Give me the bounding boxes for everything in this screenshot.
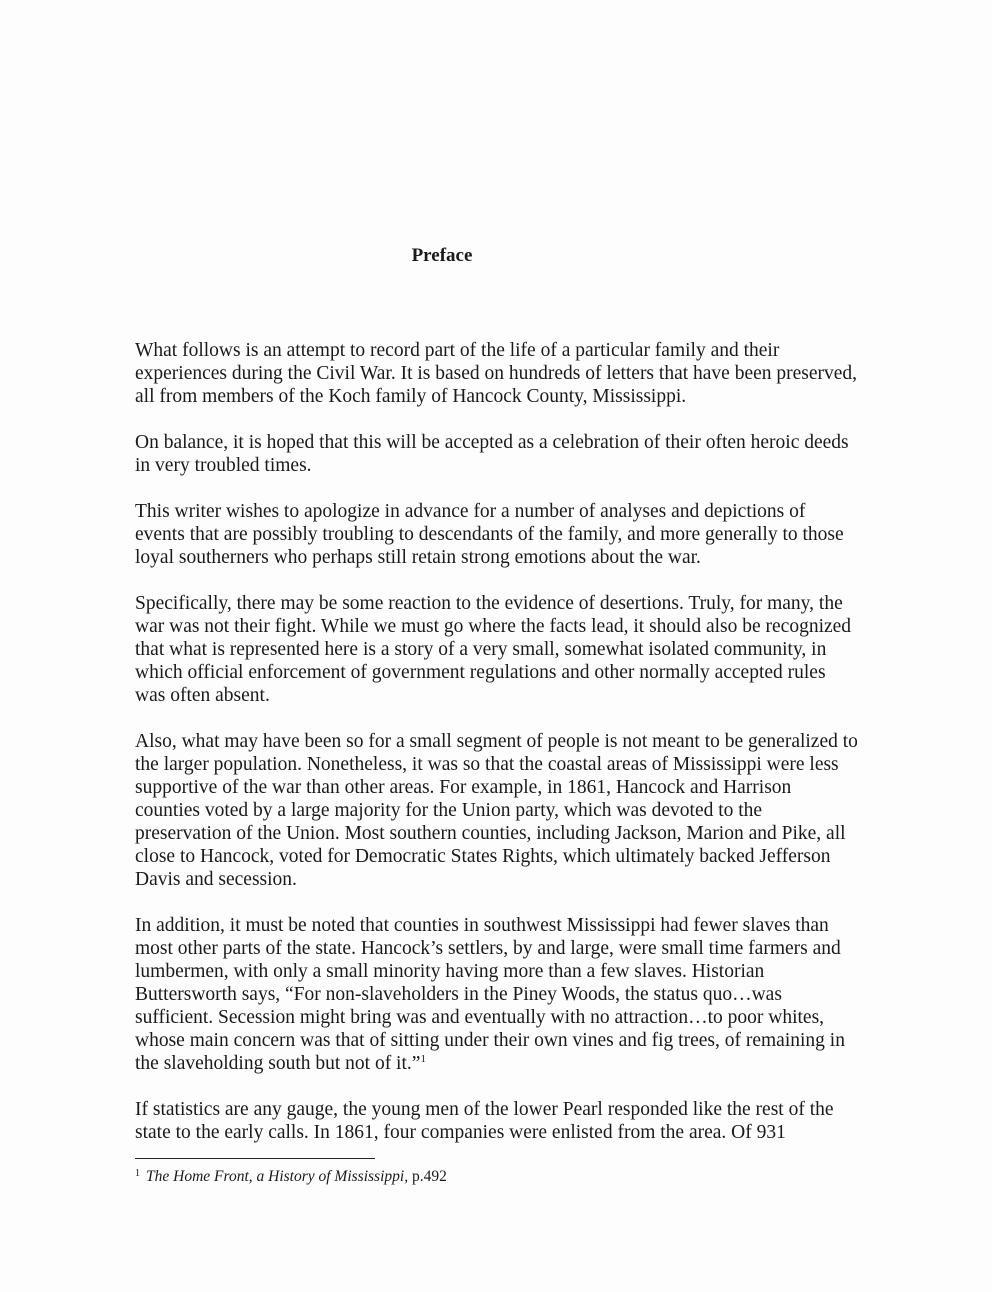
footnote	[135, 1167, 447, 1187]
footnote-number: 1	[135, 1168, 140, 1179]
body-text	[135, 339, 860, 1144]
paragraph-6-text: In addition, it must be noted that counties in southwest Mississippi had fewer slaves than most other parts of the state. Hancock’s settlers, by and large, were small time farmers and lumbermen, with only a small minority having more than a few slaves. Historian Buttersworth says, “For non-slaveholders in the Piney Woods, the status quo…was sufficient. Secession might bring was and eventually with no attraction…to poor whites, whose main concern was that of sitting under their own vines and fig trees, of remaining in the slaveholding south but not of it.”	[135, 915, 845, 1074]
footnote-page-ref: p.492	[411, 1168, 447, 1185]
paragraph-7: If statistics are any gauge, the young men of the lower Pearl responded like the rest of the state to the early calls. In 1861, four companies were enlisted from the area. Of 931	[135, 1099, 834, 1143]
footnote-source-title: The Home Front, a History of Mississippi,	[146, 1168, 409, 1185]
footnote-divider	[135, 1158, 375, 1159]
footnote-reference: 1	[420, 1053, 426, 1065]
paragraph-6	[135, 914, 860, 1075]
paragraph-2: On balance, it is hoped that this will be accepted as a celebration of their often heroic deeds in very troubled times.	[135, 432, 849, 476]
paragraph-5: Also, what may have been so for a small segment of people is not meant to be generalized to the larger population. Nonetheless, it was so that the coastal areas of Mississippi were less supportive of the war than other areas. For example, in 1861, Hancock and Harrison counties voted by a large majority for the Union party, which was devoted to the preservation of the Union. Most southern counties, including Jackson, Marion and Pike, all close to Hancock, voted for Democratic States Rights, which ultimately backed Jefferson Davis and secession.	[135, 731, 858, 890]
page-title: Preface	[411, 245, 473, 266]
paragraph-1: What follows is an attempt to record part of the life of a particular family and their experiences during the Civil War. It is based on hundreds of letters that have been preserved, all from members of the Koch family of Hancock County, Mississippi.	[135, 340, 858, 407]
paragraph-4: Specifically, there may be some reaction to the evidence of desertions. Truly, for many, the war was not their fight. While we must go where the facts lead, it should also be recognized that what is represented here is a story of a very small, somewhat isolated community, in which official enforcement of government regulations and other normally accepted rules was often absent.	[135, 593, 852, 706]
paragraph-3: This writer wishes to apologize in advance for a number of analyses and depictions of events that are possibly troubling to descendants of the family, and more generally to those loyal southerners who perhaps still retain strong emotions about the war.	[135, 501, 844, 568]
